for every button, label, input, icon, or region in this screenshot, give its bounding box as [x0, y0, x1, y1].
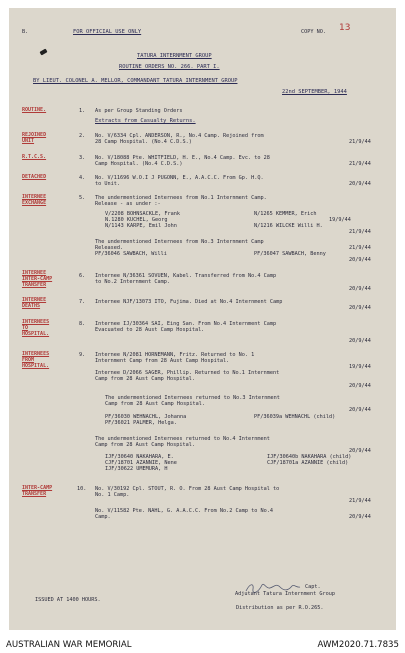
item-text: Camp Hospital. (No.4 C.D.S.): [95, 161, 183, 167]
item-date: 20/9/44: [349, 286, 371, 292]
item-date: 19/9/44: [329, 217, 351, 223]
item-number: 4.: [79, 175, 86, 181]
internee-name: N/1143 KARPE, Emil John: [105, 223, 177, 229]
item-text: Internee N/2081 HORNEMANN, Fritz. Returned to No. 1: [95, 352, 255, 358]
item-text: Evacuated to 28 Aust Camp Hospital.: [95, 327, 205, 333]
internee-name: PF/36039a WEHNACHL (child): [254, 414, 336, 420]
margin-heading: UNIT: [22, 138, 35, 144]
item-date: 20/9/44: [349, 257, 371, 263]
signature-title: Adjutant Tatura Internment Group: [235, 591, 335, 597]
item-number: 5.: [79, 195, 86, 201]
item-number: 9.: [79, 352, 86, 358]
item-date: 20/9/44: [349, 448, 371, 454]
margin-heading: DETACHED: [22, 174, 47, 180]
item-text: to Unit.: [95, 181, 120, 187]
item-text: Internee NJF/13073 ITO, Fujima. Died at No.4 Internment Camp: [95, 299, 283, 305]
signature-rank: Capt.: [305, 584, 321, 590]
margin-heading: INTERNEE: [22, 270, 47, 276]
item-text: Internee IJ/30364 SAI, Eing San. From No.4 Internment Camp: [95, 321, 277, 327]
item-number: 10.: [77, 486, 87, 492]
internee-name: PF/36047 SAWBACH, Benny: [254, 251, 326, 257]
copy-label: COPY NO.: [301, 29, 326, 35]
item-number: 1.: [79, 108, 86, 114]
staple: [39, 49, 47, 56]
item-date: 21/9/44: [349, 161, 371, 167]
item-date: 21/9/44: [349, 139, 371, 145]
item-date: 21/9/44: [349, 245, 371, 251]
internee-name: IJF/30640b NAKAHARA (child): [267, 454, 352, 460]
item-text: 28 Camp Hospital. (No.4 C.D.S.): [95, 139, 192, 145]
item-subheading: Extracts from Casualty Returns.: [95, 118, 196, 124]
item-date: 19/9/44: [349, 364, 371, 370]
margin-heading: EXCHANGE: [22, 200, 47, 206]
internee-name: N/1216 WILCKE Willi H.: [254, 223, 323, 229]
letter-mark: B.: [22, 29, 29, 35]
margin-heading: R.T.C.S.: [22, 154, 47, 160]
group-heading: TATURA INTERNMENT GROUP: [137, 53, 212, 59]
margin-heading: INTER-CAMP: [22, 276, 53, 282]
item-date: 21/9/44: [349, 498, 371, 504]
item-text: Released.: [95, 245, 124, 251]
item-text: The undermentioned Internees from No.3 Internment Camp: [95, 239, 264, 245]
item-text: No. 1 Camp.: [95, 492, 130, 498]
security-classification: FOR OFFICIAL USE ONLY: [73, 29, 142, 35]
item-text: Internment Camp from 28 Aust Camp Hospital.: [95, 358, 230, 364]
item-text: Camp from 28 Aust Camp Hospital.: [95, 376, 195, 382]
internee-name: IJF/30622 UMEMURA, H: [105, 466, 168, 472]
document-page: [9, 8, 396, 630]
item-date: 20/9/44: [349, 305, 371, 311]
margin-heading: INTERNEES: [22, 351, 50, 357]
item-number: 2.: [79, 133, 86, 139]
archive-reference: AWM2020.71.7835: [317, 640, 399, 650]
internee-name: CJF/18701 AZANNIE, Nene: [105, 460, 177, 466]
item-date: 20/9/44: [349, 407, 371, 413]
margin-heading: ROUTINE.: [22, 107, 47, 113]
margin-heading: TRANSFER: [22, 282, 47, 288]
item-number: 3.: [79, 155, 86, 161]
item-text: No. V/6334 Cpl. ANDERSON, R., No.4 Camp. Rejoined from: [95, 133, 264, 139]
item-number: 6.: [79, 273, 86, 279]
item-text: No. V/30192 Cpl. STOUT, R. O. From 28 Aust Camp Hospital to: [95, 486, 280, 492]
item-text: No. V/18088 Pte. WHITFIELD, H. E., No.4 Camp. Evc. to 28: [95, 155, 270, 161]
item-date: 20/9/44: [349, 514, 371, 520]
margin-heading: FROM: [22, 357, 35, 363]
by-line: BY LIEUT. COLONEL A. MELLOR, COMMANDANT TATURA INTERNMENT GROUP: [33, 78, 238, 84]
orders-heading: ROUTINE ORDERS NO. 266. PART I.: [119, 64, 220, 70]
margin-heading: INTERNEE: [22, 194, 47, 200]
copy-number: 13: [339, 23, 351, 33]
margin-heading: HOSPITAL.: [22, 363, 50, 369]
margin-heading: INTERNEES: [22, 319, 50, 325]
item-text: Release - as under :-: [95, 201, 161, 207]
archive-footer: [0, 637, 405, 653]
internee-name: N.1280 KUCHEL, Georg: [105, 217, 168, 223]
archive-name: AUSTRALIAN WAR MEMORIAL: [6, 640, 132, 650]
distribution-note: Distribution as per R.O.265.: [236, 605, 324, 611]
item-text: Camp from 28 Aust Camp Hospital.: [95, 442, 195, 448]
item-text: to No.2 Internment Camp.: [95, 279, 170, 285]
margin-heading: TRANSFER: [22, 491, 47, 497]
internee-name: CJF/18701a AZANNIE (child): [267, 460, 349, 466]
item-date: 21/9/44: [349, 229, 371, 235]
item-text: Camp from 28 Aust Camp Hospital.: [105, 401, 205, 407]
margin-heading: DEATHS: [22, 303, 41, 309]
internee-name: V/2208 BOHNSACKLE, Frank: [105, 211, 180, 217]
item-text: The undermentioned Internees from No.1 Internment Camp.: [95, 195, 267, 201]
item-date: 20/9/44: [349, 338, 371, 344]
item-text: Internee D/2066 SAGER, Phillip. Returned to No.1 Internment: [95, 370, 280, 376]
issued-time: ISSUED AT 1400 HOURS.: [35, 597, 101, 603]
margin-heading: INTERNEE: [22, 297, 47, 303]
item-text: As per Group Standing Orders: [95, 108, 183, 114]
item-text: No. V/11696 W.O.I J PUGONN, E., A.A.C.C. From Gp. H.Q.: [95, 175, 264, 181]
item-text: The undermentioned Internees returned to No.3 Internment: [105, 395, 280, 401]
internee-name: IJF/30640 NAKAHARA, E.: [105, 454, 174, 460]
internee-name: PF/36021 PALMER, Helga.: [105, 420, 177, 426]
margin-heading: HOSPITAL.: [22, 331, 50, 337]
internee-name: PF/36030 WEHNACHL, Johanna: [105, 414, 187, 420]
item-date: 20/9/44: [349, 383, 371, 389]
margin-heading: TO: [22, 325, 29, 331]
item-number: 7.: [79, 299, 86, 305]
margin-heading: REJOINED: [22, 132, 47, 138]
item-text: Internee N/36361 SOVUEN, Kabel. Transferred from No.4 Camp: [95, 273, 277, 279]
order-date: 22nd SEPTEMBER, 1944: [282, 89, 347, 95]
item-number: 8.: [79, 321, 86, 327]
item-date: 20/9/44: [349, 181, 371, 187]
item-text: The undermentioned Internees returned to No.4 Internment: [95, 436, 270, 442]
internee-name: N/1265 KEMMER, Erich: [254, 211, 317, 217]
item-text: Camp.: [95, 514, 111, 520]
item-text: No. V/11582 Pte. NAHL, G. A.A.C.C. From No.2 Camp to No.4: [95, 508, 274, 514]
internee-name: PF/36046 SAWBACH, Willi: [95, 251, 167, 257]
margin-heading: INTER-CAMP: [22, 485, 53, 491]
